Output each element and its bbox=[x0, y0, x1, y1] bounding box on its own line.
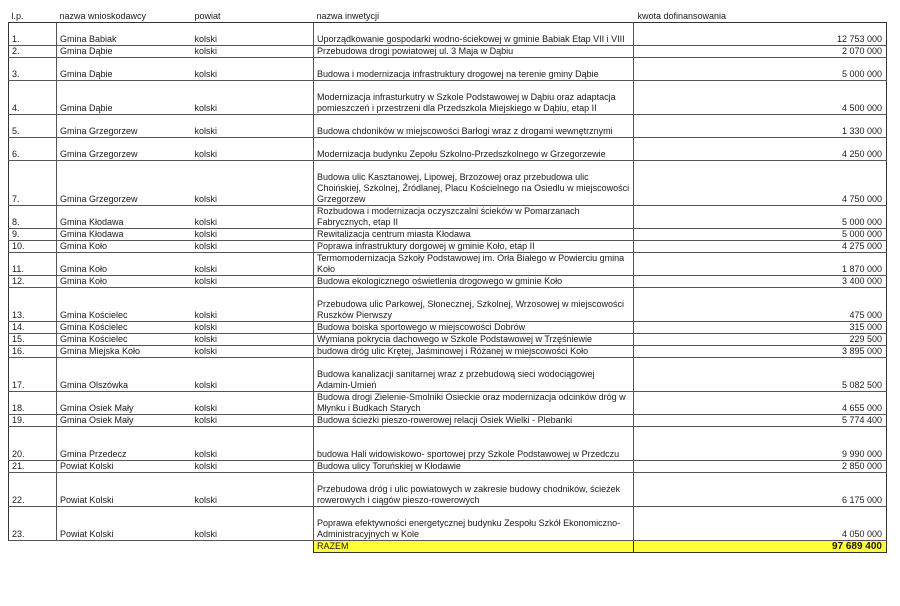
district-name: kolski bbox=[192, 46, 314, 58]
applicant-name: Gmina Przedecz bbox=[57, 427, 192, 461]
funding-amount: 2 070 000 bbox=[634, 46, 887, 58]
district-name: kolski bbox=[192, 392, 314, 415]
table-row bbox=[9, 46, 887, 58]
total-label: RAZEM bbox=[314, 541, 634, 553]
district-name: kolski bbox=[192, 427, 314, 461]
district-name: kolski bbox=[192, 346, 314, 358]
table-row bbox=[9, 23, 887, 46]
funding-amount: 5 082 500 bbox=[634, 358, 887, 392]
district-name: kolski bbox=[192, 334, 314, 346]
district-name: kolski bbox=[192, 288, 314, 322]
funding-amount: 4 500 000 bbox=[634, 81, 887, 115]
applicant-name: Gmina Koło bbox=[57, 241, 192, 253]
investment-name: Rewitalizacja centrum miasta Kłodawa bbox=[314, 229, 634, 241]
header-row bbox=[9, 11, 887, 23]
applicant-name: Gmina Kościelec bbox=[57, 288, 192, 322]
funding-amount: 9 990 000 bbox=[634, 427, 887, 461]
row-number: 2. bbox=[9, 46, 57, 58]
table-row bbox=[9, 115, 887, 138]
investment-name: Budowa boiska sportowego w miejscowości Dobrów bbox=[314, 322, 634, 334]
investment-name: Przebudowa dróg i ulic powiatowych w zakresie budowy chodników, ścieżek rowerowych i ciągów pieszo-rowerowych bbox=[314, 473, 634, 507]
row-number: 13. bbox=[9, 288, 57, 322]
total-spacer bbox=[9, 541, 57, 553]
investment-name: Rozbudowa i modernizacja oczyszczalni ścieków w Pomarzanach Fabrycznych, etap II bbox=[314, 206, 634, 229]
funding-amount: 475 000 bbox=[634, 288, 887, 322]
district-name: kolski bbox=[192, 358, 314, 392]
row-number: 19. bbox=[9, 415, 57, 427]
investment-name: Budowa ekologicznego oświetlenia drogowego w gminie Koło bbox=[314, 276, 634, 288]
district-name: kolski bbox=[192, 81, 314, 115]
investment-name: Poprawa infrastruktury dorgowej w gminie Koło, etap II bbox=[314, 241, 634, 253]
investment-name: Przebudowa drogi powiatowej ul. 3 Maja w Dąbiu bbox=[314, 46, 634, 58]
header-inwestycja: nazwa inwetycji bbox=[314, 11, 634, 23]
funding-amount: 5 774 400 bbox=[634, 415, 887, 427]
district-name: kolski bbox=[192, 461, 314, 473]
header-wnioskodawca: nazwa wnioskodawcy bbox=[57, 11, 192, 23]
district-name: kolski bbox=[192, 138, 314, 161]
row-number: 5. bbox=[9, 115, 57, 138]
funding-amount: 4 050 000 bbox=[634, 507, 887, 541]
funding-amount: 3 400 000 bbox=[634, 276, 887, 288]
total-row bbox=[9, 541, 887, 553]
row-number: 3. bbox=[9, 58, 57, 81]
row-number: 4. bbox=[9, 81, 57, 115]
investment-name: Poprawa efektywności energetycznej budynku Zespołu Szkół Ekonomiczno-Administracyjnych w Kole bbox=[314, 507, 634, 541]
investment-name: budowa dróg ulic Krętej, Jaśminowej i Różanej w miejscowości Koło bbox=[314, 346, 634, 358]
investment-name: Budowa ulicy Toruńskiej w Kłodawie bbox=[314, 461, 634, 473]
district-name: kolski bbox=[192, 276, 314, 288]
row-number: 10. bbox=[9, 241, 57, 253]
table-row bbox=[9, 461, 887, 473]
table-row bbox=[9, 334, 887, 346]
table-row bbox=[9, 507, 887, 541]
row-number: 17. bbox=[9, 358, 57, 392]
funding-amount: 5 000 000 bbox=[634, 206, 887, 229]
district-name: kolski bbox=[192, 322, 314, 334]
district-name: kolski bbox=[192, 253, 314, 276]
header-powiat: powiat bbox=[192, 11, 314, 23]
row-number: 6. bbox=[9, 138, 57, 161]
table-row bbox=[9, 81, 887, 115]
funding-amount: 1 330 000 bbox=[634, 115, 887, 138]
table-row bbox=[9, 415, 887, 427]
row-number: 9. bbox=[9, 229, 57, 241]
table-row bbox=[9, 206, 887, 229]
district-name: kolski bbox=[192, 507, 314, 541]
investment-name: Budowa chdoników w miejscowości Barłogi wraz z drogami wewnętrznymi bbox=[314, 115, 634, 138]
table-row bbox=[9, 253, 887, 276]
row-number: 12. bbox=[9, 276, 57, 288]
header-kwota: kwota dofinansowania bbox=[634, 11, 887, 23]
investment-name: Budowa i modernizacja infrastruktury drogowej na terenie gminy Dąbie bbox=[314, 58, 634, 81]
district-name: kolski bbox=[192, 415, 314, 427]
total-spacer bbox=[57, 541, 192, 553]
table-row bbox=[9, 58, 887, 81]
funding-amount: 3 895 000 bbox=[634, 346, 887, 358]
applicant-name: Powiat Kolski bbox=[57, 461, 192, 473]
applicant-name: Gmina Koło bbox=[57, 253, 192, 276]
table-row bbox=[9, 473, 887, 507]
applicant-name: Gmina Miejska Koło bbox=[57, 346, 192, 358]
investment-name: Budowa ścieżki pieszo-rowerowej relacji Osiek Wielki - Plebanki bbox=[314, 415, 634, 427]
row-number: 11. bbox=[9, 253, 57, 276]
investment-name: Wymiana pokrycia dachowego w Szkole Podstawowej w Trzęśniewie bbox=[314, 334, 634, 346]
row-number: 18. bbox=[9, 392, 57, 415]
funding-amount: 1 870 000 bbox=[634, 253, 887, 276]
applicant-name: Gmina Kościelec bbox=[57, 322, 192, 334]
table-row bbox=[9, 392, 887, 415]
funding-amount: 4 655 000 bbox=[634, 392, 887, 415]
district-name: kolski bbox=[192, 115, 314, 138]
applicant-name: Gmina Dąbie bbox=[57, 46, 192, 58]
table-row bbox=[9, 241, 887, 253]
investment-name: Uporządkowanie gospodarki wodno-ściekowej w gminie Babiak Etap VII i VIII bbox=[314, 23, 634, 46]
investment-name: Budowa drogi Zielenie-Smolniki Osieckie oraz modernizacja odcinków dróg w Młynku i Budkach Starych bbox=[314, 392, 634, 415]
applicant-name: Gmina Kościelec bbox=[57, 334, 192, 346]
applicant-name: Gmina Grzegorzew bbox=[57, 161, 192, 206]
applicant-name: Powiat Kolski bbox=[57, 473, 192, 507]
investment-name: budowa Hali widowiskowo- sportowej przy Szkole Podstawowej w Przedczu bbox=[314, 427, 634, 461]
table-row bbox=[9, 276, 887, 288]
district-name: kolski bbox=[192, 206, 314, 229]
applicant-name: Gmina Osiek Mały bbox=[57, 392, 192, 415]
funding-amount: 4 275 000 bbox=[634, 241, 887, 253]
applicant-name: Gmina Grzegorzew bbox=[57, 138, 192, 161]
funding-table bbox=[8, 11, 887, 553]
funding-amount: 12 753 000 bbox=[634, 23, 887, 46]
funding-amount: 5 000 000 bbox=[634, 229, 887, 241]
total-amount: 97 689 400 bbox=[634, 541, 887, 553]
district-name: kolski bbox=[192, 229, 314, 241]
applicant-name: Gmina Olszówka bbox=[57, 358, 192, 392]
district-name: kolski bbox=[192, 161, 314, 206]
applicant-name: Gmina Babiak bbox=[57, 23, 192, 46]
funding-amount: 6 175 000 bbox=[634, 473, 887, 507]
table-row bbox=[9, 346, 887, 358]
district-name: kolski bbox=[192, 241, 314, 253]
applicant-name: Powiat Kolski bbox=[57, 507, 192, 541]
row-number: 22. bbox=[9, 473, 57, 507]
table-row bbox=[9, 427, 887, 461]
table-row bbox=[9, 229, 887, 241]
header-lp: l.p. bbox=[9, 11, 57, 23]
investment-name: Termomodernizacja Szkoły Podstawowej im. Orła Białego w Powierciu gmina Koło bbox=[314, 253, 634, 276]
table-row bbox=[9, 322, 887, 334]
funding-amount: 4 250 000 bbox=[634, 138, 887, 161]
investment-name: Przebudowa ulic Parkowej, Słonecznej, Szkolnej, Wrzosowej w miejscowości Ruszków Pierwszy bbox=[314, 288, 634, 322]
funding-amount: 4 750 000 bbox=[634, 161, 887, 206]
row-number: 1. bbox=[9, 23, 57, 46]
row-number: 23. bbox=[9, 507, 57, 541]
funding-amount: 2 850 000 bbox=[634, 461, 887, 473]
table-row bbox=[9, 288, 887, 322]
investment-name: Budowa kanalizacji sanitarnej wraz z przebudową sieci wodociągowej Adamin-Umień bbox=[314, 358, 634, 392]
applicant-name: Gmina Dąbie bbox=[57, 58, 192, 81]
applicant-name: Gmina Kłodawa bbox=[57, 229, 192, 241]
district-name: kolski bbox=[192, 58, 314, 81]
row-number: 16. bbox=[9, 346, 57, 358]
table-row bbox=[9, 138, 887, 161]
row-number: 15. bbox=[9, 334, 57, 346]
table-row bbox=[9, 358, 887, 392]
row-number: 21. bbox=[9, 461, 57, 473]
funding-amount: 315 000 bbox=[634, 322, 887, 334]
funding-amount: 5 000 000 bbox=[634, 58, 887, 81]
applicant-name: Gmina Grzegorzew bbox=[57, 115, 192, 138]
investment-name: Budowa ulic Kasztanowej, Lipowej, Brzozowej oraz przebudowa ulic Choińskiej, Szkolnej, Źródlanej, Placu Kościelnego na Osiedlu w miejscowości Grzegorzew bbox=[314, 161, 634, 206]
row-number: 20. bbox=[9, 427, 57, 461]
applicant-name: Gmina Koło bbox=[57, 276, 192, 288]
row-number: 7. bbox=[9, 161, 57, 206]
funding-amount: 229 500 bbox=[634, 334, 887, 346]
applicant-name: Gmina Osiek Mały bbox=[57, 415, 192, 427]
row-number: 8. bbox=[9, 206, 57, 229]
total-spacer bbox=[192, 541, 314, 553]
district-name: kolski bbox=[192, 23, 314, 46]
applicant-name: Gmina Dąbie bbox=[57, 81, 192, 115]
district-name: kolski bbox=[192, 473, 314, 507]
investment-name: Modernizacja infrasturkutry w Szkole Podstawowej w Dąbiu oraz adaptacja pomieszczeń i przestrzeni dla Przedszkola Miejskiego w Dąbiu, etap II bbox=[314, 81, 634, 115]
row-number: 14. bbox=[9, 322, 57, 334]
investment-name: Modernizacja budynku Zepołu Szkolno-Przedszkolnego w Grzegorzewie bbox=[314, 138, 634, 161]
applicant-name: Gmina Kłodawa bbox=[57, 206, 192, 229]
table-row bbox=[9, 161, 887, 206]
